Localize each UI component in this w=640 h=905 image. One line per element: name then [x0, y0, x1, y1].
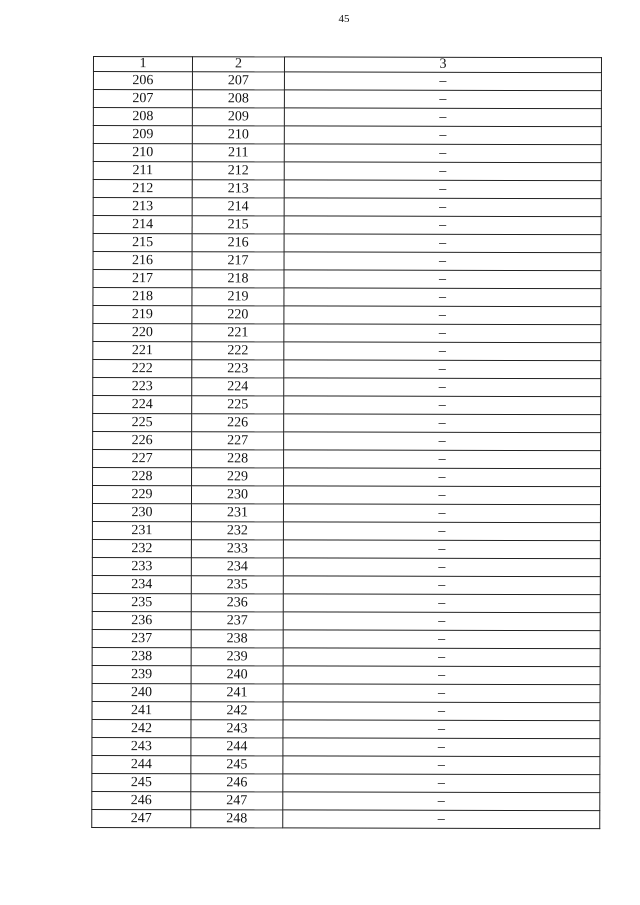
cell-col-2: 229 [192, 468, 284, 486]
cell-col-3: – [284, 72, 601, 91]
column-header-3: 3 [284, 57, 601, 73]
cell-col-3: – [284, 90, 601, 109]
table-row [93, 324, 601, 343]
cell-col-3: – [283, 558, 600, 577]
cell-col-1: 221 [93, 342, 192, 360]
cell-col-3: – [283, 774, 600, 793]
table-row [92, 593, 600, 612]
cell-col-2: 225 [192, 396, 284, 414]
table-row [92, 665, 600, 684]
cell-col-1: 243 [92, 737, 191, 755]
table-row [92, 647, 600, 666]
cell-col-2: 213 [192, 180, 284, 198]
cell-col-3: – [283, 792, 600, 811]
cell-col-2: 221 [192, 324, 284, 342]
cell-col-3: – [283, 720, 600, 739]
cell-col-2: 248 [191, 810, 283, 828]
table-row [93, 72, 601, 91]
cell-col-3: – [283, 540, 600, 559]
table-row [93, 180, 601, 199]
table-row [93, 342, 601, 361]
cell-col-2: 244 [191, 738, 283, 756]
cell-col-2: 242 [191, 702, 283, 720]
cell-col-3: – [284, 342, 601, 361]
cell-col-3: – [284, 414, 601, 433]
cell-col-3: – [284, 288, 601, 307]
cell-col-3: – [284, 162, 601, 181]
cell-col-2: 233 [191, 540, 283, 558]
cell-col-3: – [283, 594, 600, 613]
table-row [92, 791, 600, 810]
table-row [92, 575, 600, 594]
cell-col-1: 210 [93, 144, 192, 162]
cell-col-1: 235 [92, 593, 191, 611]
cell-col-1: 232 [92, 539, 191, 557]
cell-col-1: 239 [92, 665, 191, 683]
cell-col-1: 233 [92, 557, 191, 575]
table-row [92, 701, 600, 720]
page-number: 45 [338, 13, 350, 25]
table-row [93, 162, 601, 181]
cell-col-2: 245 [191, 756, 283, 774]
cell-col-1: 226 [93, 432, 192, 450]
cell-col-1: 212 [93, 180, 192, 198]
table-row [93, 198, 601, 217]
table-row [93, 90, 601, 109]
table-row [93, 234, 601, 253]
cell-col-1: 231 [92, 521, 191, 539]
cell-col-2: 209 [192, 108, 284, 126]
cell-col-1: 213 [93, 198, 192, 216]
cell-col-2: 241 [191, 684, 283, 702]
cell-col-1: 237 [92, 629, 191, 647]
cell-col-1: 242 [92, 719, 191, 737]
cell-col-3: – [283, 738, 600, 757]
cell-col-2: 220 [192, 306, 284, 324]
cell-col-1: 228 [93, 468, 192, 486]
table-row [92, 719, 600, 738]
cell-col-3: – [284, 450, 601, 469]
cell-col-1: 211 [93, 162, 192, 180]
cell-col-1: 234 [92, 575, 191, 593]
table-row [92, 521, 600, 540]
cell-col-3: – [284, 126, 601, 145]
table-row [92, 503, 600, 522]
cell-col-3: – [284, 360, 601, 379]
cell-col-2: 238 [191, 630, 283, 648]
column-header-2: 2 [192, 57, 284, 72]
cell-col-3: – [284, 432, 601, 451]
cell-col-3: – [284, 306, 601, 325]
table-row [93, 108, 601, 127]
cell-col-3: – [283, 522, 600, 541]
cell-col-3: – [283, 666, 600, 685]
table-row [93, 432, 601, 451]
cell-col-3: – [284, 198, 601, 217]
cell-col-3: – [284, 378, 601, 397]
cell-col-2: 230 [191, 486, 283, 504]
cell-col-3: – [284, 396, 601, 415]
cell-col-3: – [283, 684, 600, 703]
cell-col-1: 244 [92, 755, 191, 773]
cell-col-3: – [283, 504, 600, 523]
cell-col-2: 208 [192, 90, 284, 108]
data-table [91, 56, 602, 829]
cell-col-2: 232 [191, 522, 283, 540]
cell-col-1: 227 [93, 450, 192, 468]
cell-col-1: 216 [93, 252, 192, 270]
cell-col-1: 214 [93, 216, 192, 234]
cell-col-1: 220 [93, 324, 192, 342]
table-row [93, 468, 601, 487]
cell-col-2: 228 [192, 450, 284, 468]
cell-col-2: 236 [191, 594, 283, 612]
cell-col-2: 237 [191, 612, 283, 630]
cell-col-1: 224 [93, 396, 192, 414]
table-row [92, 773, 600, 792]
cell-col-1: 223 [93, 378, 192, 396]
table-row [93, 144, 601, 163]
cell-col-1: 206 [93, 72, 192, 90]
table-row [92, 486, 600, 505]
column-header-1: 1 [93, 57, 192, 72]
cell-col-2: 218 [192, 270, 284, 288]
cell-col-2: 212 [192, 162, 284, 180]
cell-col-3: – [284, 252, 601, 271]
table-row [93, 414, 601, 433]
cell-col-1: 222 [93, 360, 192, 378]
cell-col-1: 245 [92, 773, 191, 791]
cell-col-2: 216 [192, 234, 284, 252]
cell-col-1: 207 [93, 90, 192, 108]
cell-col-3: – [283, 576, 600, 595]
table-row [92, 755, 600, 774]
cell-col-1: 247 [92, 809, 191, 827]
cell-col-2: 246 [191, 774, 283, 792]
cell-col-2: 240 [191, 666, 283, 684]
table-row [92, 629, 600, 648]
table-row [93, 378, 601, 397]
cell-col-2: 219 [192, 288, 284, 306]
cell-col-1: 238 [92, 647, 191, 665]
table-row [93, 360, 601, 379]
cell-col-3: – [283, 612, 600, 631]
cell-col-1: 240 [92, 683, 191, 701]
cell-col-2: 211 [192, 144, 284, 162]
table-body [92, 57, 602, 829]
cell-col-2: 207 [192, 72, 284, 90]
cell-col-3: – [283, 810, 600, 829]
table-row [93, 396, 601, 415]
cell-col-2: 234 [191, 558, 283, 576]
cell-col-2: 239 [191, 648, 283, 666]
cell-col-2: 226 [192, 414, 284, 432]
cell-col-1: 218 [93, 288, 192, 306]
cell-col-1: 236 [92, 611, 191, 629]
cell-col-3: – [283, 630, 600, 649]
cell-col-2: 247 [191, 792, 283, 810]
cell-col-3: – [284, 324, 601, 343]
cell-col-3: – [284, 144, 601, 163]
cell-col-1: 241 [92, 701, 191, 719]
cell-col-1: 225 [93, 414, 192, 432]
table-row [92, 557, 600, 576]
cell-col-2: 231 [191, 504, 283, 522]
cell-col-3: – [283, 648, 600, 667]
table-row [92, 683, 600, 702]
cell-col-3: – [284, 234, 601, 253]
cell-col-3: – [283, 702, 600, 721]
cell-col-2: 224 [192, 378, 284, 396]
cell-col-3: – [284, 180, 601, 199]
cell-col-1: 246 [92, 791, 191, 809]
cell-col-2: 223 [192, 360, 284, 378]
cell-col-2: 227 [192, 432, 284, 450]
cell-col-2: 235 [191, 576, 283, 594]
table-row [93, 450, 601, 469]
cell-col-1: 230 [92, 503, 191, 521]
table-row [92, 539, 600, 558]
cell-col-1: 217 [93, 270, 192, 288]
cell-col-2: 217 [192, 252, 284, 270]
cell-col-2: 210 [192, 126, 284, 144]
cell-col-1: 208 [93, 108, 192, 126]
cell-col-3: – [284, 108, 601, 127]
cell-col-3: – [284, 270, 601, 289]
table-row [93, 270, 601, 289]
table-row [92, 737, 600, 756]
cell-col-1: 219 [93, 306, 192, 324]
cell-col-1: 229 [92, 486, 191, 504]
cell-col-3: – [284, 216, 601, 235]
table-row [92, 611, 600, 630]
cell-col-3: – [283, 756, 600, 775]
cell-col-1: 209 [93, 126, 192, 144]
cell-col-2: 215 [192, 216, 284, 234]
cell-col-2: 222 [192, 342, 284, 360]
table-row [92, 809, 600, 828]
table-row [93, 126, 601, 145]
cell-col-3: – [284, 468, 601, 487]
cell-col-3: – [283, 486, 600, 505]
cell-col-2: 214 [192, 198, 284, 216]
table-row [93, 306, 601, 325]
cell-col-1: 215 [93, 234, 192, 252]
table-row [93, 288, 601, 307]
table-row [93, 216, 601, 235]
table-row [93, 252, 601, 271]
table-header-row [93, 57, 601, 73]
cell-col-2: 243 [191, 720, 283, 738]
